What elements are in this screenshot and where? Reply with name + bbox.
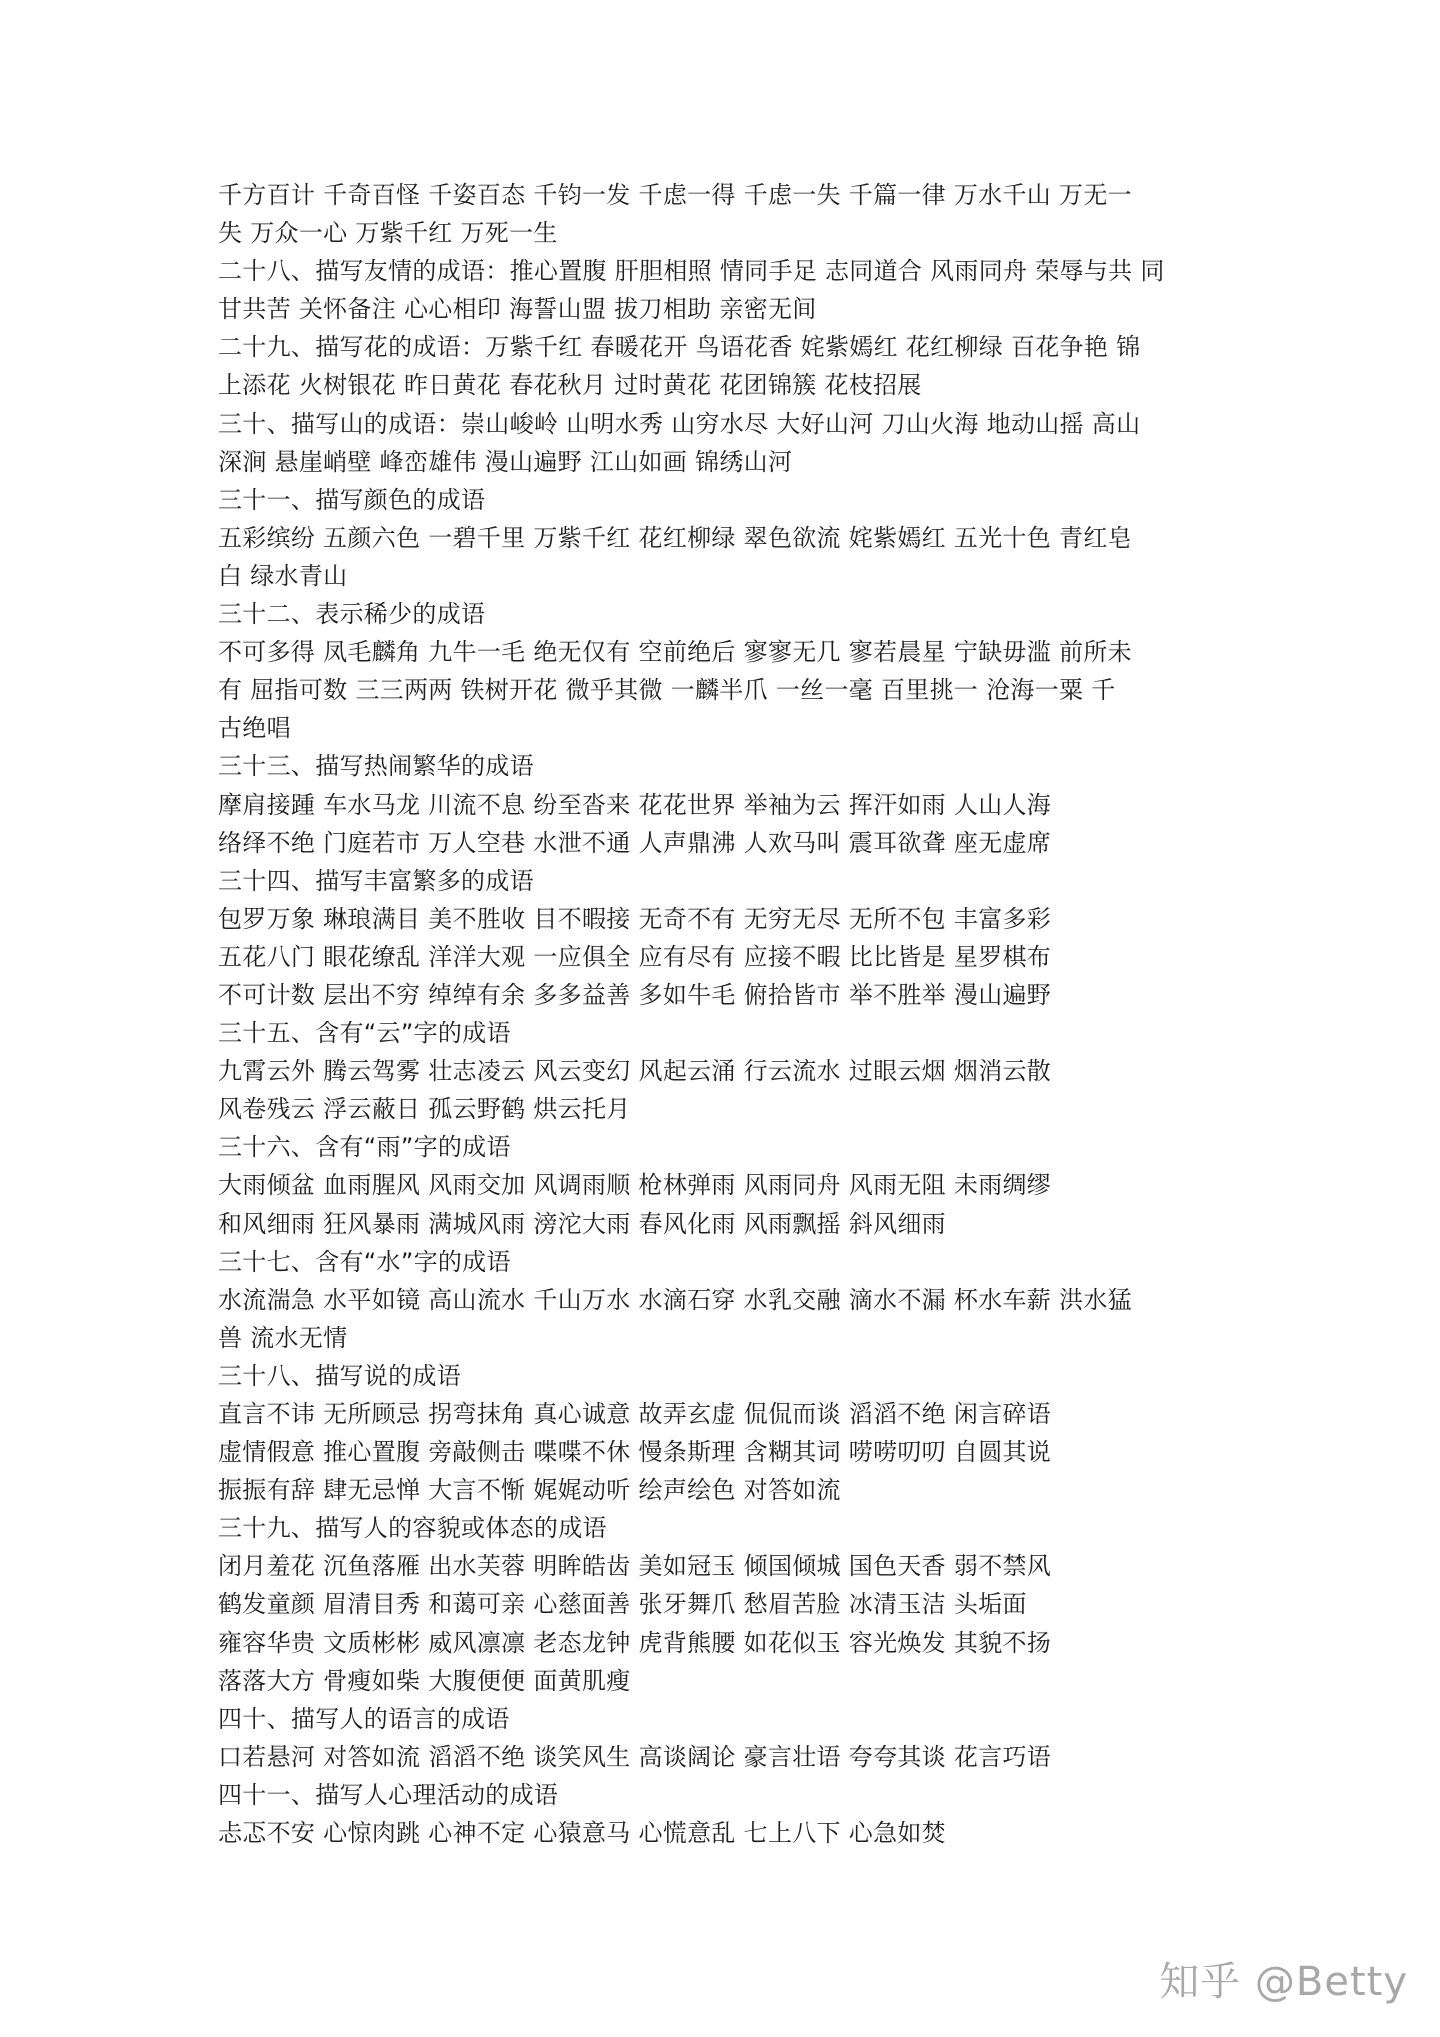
text-line: 不可计数 层出不穷 绰绰有余 多多益善 多如牛毛 俯拾皆市 举不胜举 漫山遍野: [218, 980, 1052, 1009]
section-heading-41: 四十一、描写人心理活动的成语: [218, 1780, 559, 1809]
text-line: 包罗万象 琳琅满目 美不胜收 目不暇接 无奇不有 无穷无尽 无所不包 丰富多彩: [218, 904, 1052, 933]
section-heading-37: 三十七、含有“水”字的成语: [218, 1247, 511, 1276]
text-line: 风卷残云 浮云蔽日 孤云野鹤 烘云托月: [218, 1095, 631, 1124]
text-line: 闭月羞花 沉鱼落雁 出水芙蓉 明眸皓齿 美如冠玉 倾国倾城 国色天香 弱不禁风: [218, 1552, 1052, 1581]
text-line: 忐忑不安 心惊肉跳 心神不定 心猿意马 心慌意乱 七上八下 心急如焚: [218, 1819, 946, 1848]
section-heading-31: 三十一、描写颜色的成语: [218, 485, 486, 514]
text-line: 大雨倾盆 血雨腥风 风雨交加 风调雨顺 枪林弹雨 风雨同舟 风雨无阻 未雨绸缪: [218, 1171, 1052, 1200]
section-heading-40: 四十、描写人的语言的成语: [218, 1704, 510, 1733]
text-line: 五花八门 眼花缭乱 洋洋大观 一应俱全 应有尽有 应接不暇 比比皆是 星罗棋布: [218, 942, 1052, 971]
text-line: 雍容华贵 文质彬彬 威风凛凛 老态龙钟 虎背熊腰 如花似玉 容光焕发 其貌不扬: [218, 1628, 1052, 1657]
text-line: 失 万众一心 万紫千红 万死一生: [218, 219, 558, 248]
text-line: 络绎不绝 门庭若市 万人空巷 水泄不通 人声鼎沸 人欢马叫 震耳欲聋 座无虚席: [218, 828, 1052, 857]
text-line: 深涧 悬崖峭壁 峰峦雄伟 漫山遍野 江山如画 锦绣山河: [218, 447, 793, 476]
section-heading-28: 二十八、描写友情的成语：推心置腹 肝胆相照 情同手足 志同道合 风雨同舟 荣辱与共 同: [218, 257, 1165, 286]
text-line: 振振有辞 肆无忌惮 大言不惭 娓娓动听 绘声绘色 对答如流: [218, 1476, 841, 1505]
text-line: 不可多得 凤毛麟角 九牛一毛 绝无仅有 空前绝后 寥寥无几 寥若晨星 宁缺毋滥 前所未: [218, 638, 1132, 667]
text-line: 有 屈指可数 三三两两 铁树开花 微乎其微 一麟半爪 一丝一毫 百里挑一 沧海一粟 千: [218, 676, 1116, 705]
text-line: 水流湍急 水平如镜 高山流水 千山万水 水滴石穿 水乳交融 滴水不漏 杯水车薪 洪水猛: [218, 1285, 1132, 1314]
section-heading-36: 三十六、含有“雨”字的成语: [218, 1133, 511, 1162]
text-line: 古绝唱: [218, 714, 291, 743]
text-line: 和风细雨 狂风暴雨 满城风雨 滂沱大雨 春风化雨 风雨飘摇 斜风细雨: [218, 1209, 946, 1238]
section-heading-30: 三十、描写山的成语：崇山峻岭 山明水秀 山穷水尽 大好山河 刀山火海 地动山摇 高山: [218, 409, 1141, 438]
section-heading-38: 三十八、描写说的成语: [218, 1361, 461, 1390]
text-line: 千方百计 千奇百怪 千姿百态 千钧一发 千虑一得 千虑一失 千篇一律 万水千山 万无一: [218, 181, 1132, 209]
text-line: 虚情假意 推心置腹 旁敲侧击 喋喋不休 慢条斯理 含糊其词 唠唠叨叨 自圆其说: [218, 1438, 1052, 1467]
text-line: 摩肩接踵 车水马龙 川流不息 纷至沓来 花花世界 举袖为云 挥汗如雨 人山人海: [218, 790, 1052, 819]
text-line: 直言不讳 无所顾忌 拐弯抹角 真心诚意 故弄玄虚 侃侃而谈 滔滔不绝 闲言碎语: [218, 1400, 1052, 1428]
text-line: 鹤发童颜 眉清目秀 和蔼可亲 心慈面善 张牙舞爪 愁眉苦脸 冰清玉洁 头垢面: [218, 1590, 1027, 1619]
text-line: 甘共苦 关怀备注 心心相印 海誓山盟 拔刀相助 亲密无间: [218, 295, 817, 324]
text-line: 白 绿水青山: [218, 561, 348, 590]
section-heading-35: 三十五、含有“云”字的成语: [218, 1019, 511, 1048]
text-line: 落落大方 骨瘦如柴 大腹便便 面黄肌瘦: [218, 1666, 631, 1695]
section-heading-33: 三十三、描写热闹繁华的成语: [218, 752, 534, 781]
text-line: 口若悬河 对答如流 滔滔不绝 谈笑风生 高谈阔论 豪言壮语 夸夸其谈 花言巧语: [218, 1742, 1052, 1771]
section-heading-39: 三十九、描写人的容貌或体态的成语: [218, 1514, 607, 1543]
text-line: 九霄云外 腾云驾雾 壮志凌云 风云变幻 风起云涌 行云流水 过眼云烟 烟消云散: [218, 1057, 1052, 1086]
section-heading-34: 三十四、描写丰富繁多的成语: [218, 866, 534, 895]
section-heading-29: 二十九、描写花的成语：万紫千红 春暖花开 鸟语花香 姹紫嫣红 花红柳绿 百花争艳 锦: [218, 333, 1141, 362]
text-line: 上添花 火树银花 昨日黄花 春花秋月 过时黄花 花团锦簇 花枝招展: [218, 371, 922, 400]
text-line: 五彩缤纷 五颜六色 一碧千里 万紫千红 花红柳绿 翠色欲流 姹紫嫣红 五光十色 青红皂: [218, 523, 1132, 552]
section-heading-32: 三十二、表示稀少的成语: [218, 600, 486, 629]
text-line: 兽 流水无情: [218, 1323, 348, 1352]
zhihu-watermark: 知乎 @Betty: [1159, 1959, 1408, 2005]
document-page: [218, 176, 1230, 1852]
